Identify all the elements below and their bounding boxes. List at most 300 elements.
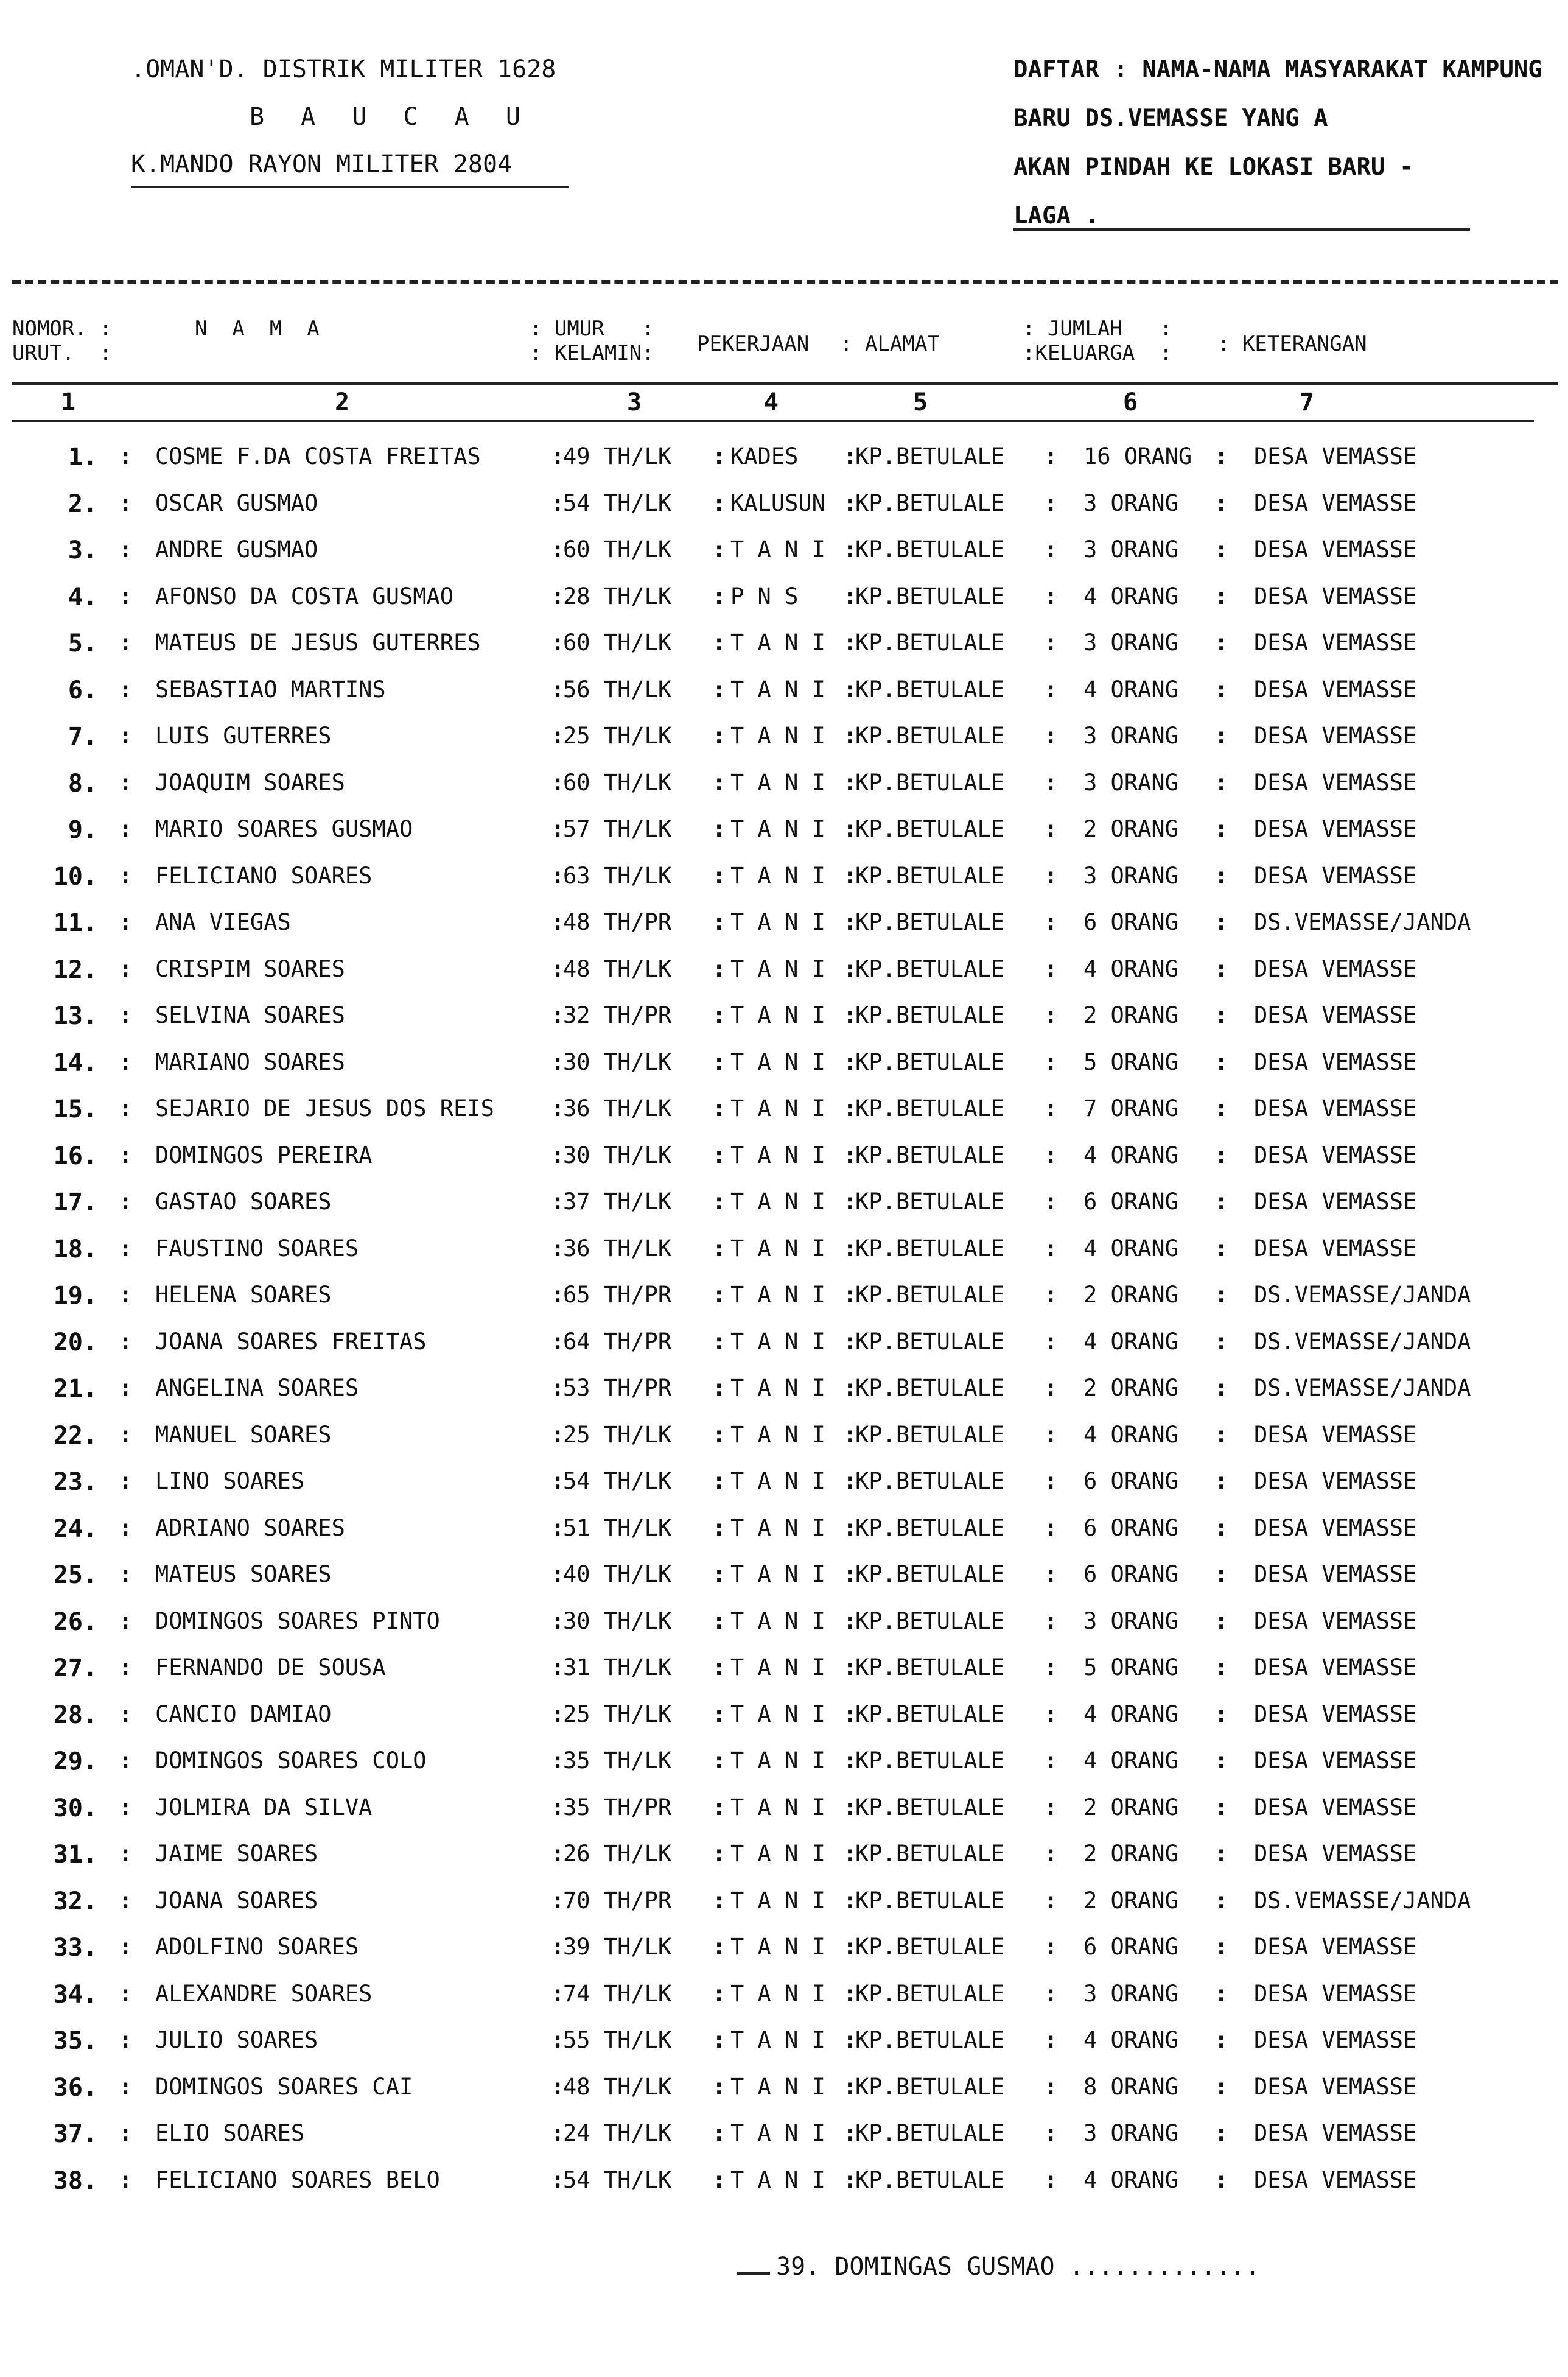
remark: DESA VEMASSE	[1254, 536, 1417, 563]
column-separator: :	[712, 630, 726, 656]
address: KP.BETULALE	[855, 1142, 1005, 1168]
column-separator: :	[1214, 1980, 1228, 2007]
occupation: KALUSUN	[730, 490, 825, 516]
remark: DESA VEMASSE	[1254, 1514, 1417, 1541]
column-separator: :	[551, 1142, 565, 1168]
address: KP.BETULALE	[855, 1934, 1005, 1960]
col-number-6: 6	[1123, 388, 1138, 416]
resident-name: JOAQUIM SOARES	[155, 769, 345, 796]
column-separator: :	[712, 1514, 726, 1541]
table-row	[0, 1178, 1568, 1224]
family-count: 2 ORANG	[1083, 1841, 1178, 1867]
column-separator: :	[1214, 536, 1228, 563]
column-separator: :	[1214, 1188, 1228, 1215]
row-number: 18.	[53, 1235, 97, 1263]
table-row	[0, 1736, 1568, 1783]
address: KP.BETULALE	[855, 862, 1005, 889]
occupation: T A N I	[730, 2120, 825, 2146]
row-number: 8.	[68, 769, 97, 798]
row-number: 10.	[53, 862, 97, 891]
occupation: KADES	[730, 443, 799, 469]
row-number: 6.	[68, 676, 97, 704]
remark: DESA VEMASSE	[1254, 2166, 1417, 2193]
column-separator: :	[712, 1561, 726, 1587]
family-count: 7 ORANG	[1083, 1095, 1178, 1122]
column-separator: :	[119, 1002, 133, 1028]
table-row	[0, 1690, 1568, 1737]
table-row	[0, 991, 1568, 1038]
column-separator: :	[1214, 2073, 1228, 2100]
resident-name: ANGELINA SOARES	[155, 1375, 359, 1401]
column-separator: :	[712, 1887, 726, 1914]
table-row	[0, 1923, 1568, 1970]
col-header-address: : ALAMAT	[840, 332, 940, 356]
age-gender: 36 TH/LK	[563, 1095, 672, 1122]
row-number: 23.	[53, 1468, 97, 1496]
age-gender: 54 TH/LK	[563, 2166, 672, 2193]
column-separator: :	[1044, 1747, 1058, 1774]
family-count: 3 ORANG	[1083, 490, 1178, 516]
address: KP.BETULALE	[855, 2027, 1005, 2053]
resident-name: COSME F.DA COSTA FREITAS	[155, 443, 481, 469]
address: KP.BETULALE	[855, 1375, 1005, 1401]
column-separator: :	[712, 769, 726, 796]
age-gender: 48 TH/LK	[563, 955, 672, 982]
row-number: 13.	[53, 1002, 97, 1030]
remark: DESA VEMASSE	[1254, 1142, 1417, 1168]
resident-name: FAUSTINO SOARES	[155, 1235, 359, 1262]
column-separator: :	[843, 2166, 857, 2193]
column-separator: :	[843, 955, 857, 982]
column-separator: :	[119, 1468, 133, 1494]
column-separator: :	[843, 1887, 857, 1914]
family-count: 2 ORANG	[1083, 1002, 1178, 1028]
family-count: 5 ORANG	[1083, 1048, 1178, 1075]
address: KP.BETULALE	[855, 1607, 1005, 1634]
occupation: T A N I	[730, 1421, 825, 1448]
column-separator: :	[712, 1375, 726, 1401]
occupation: T A N I	[730, 1328, 825, 1355]
occupation: T A N I	[730, 1887, 825, 1914]
occupation: T A N I	[730, 955, 825, 982]
list-title-line-2: BARU DS.VEMASSE YANG A	[1013, 105, 1328, 132]
address: KP.BETULALE	[855, 490, 1005, 516]
age-gender: 25 TH/LK	[563, 1701, 672, 1727]
column-separator: :	[551, 723, 565, 749]
table-row	[0, 1830, 1568, 1877]
column-separator: :	[1044, 769, 1058, 796]
column-separator: :	[1044, 1468, 1058, 1494]
age-gender: 30 TH/LK	[563, 1142, 672, 1168]
age-gender: 53 TH/PR	[563, 1375, 672, 1401]
column-separator: :	[551, 1514, 565, 1541]
column-separator: :	[1214, 909, 1228, 935]
column-separator: :	[843, 1468, 857, 1494]
address: KP.BETULALE	[855, 1468, 1005, 1494]
column-separator: :	[1214, 1375, 1228, 1401]
table-row	[0, 2156, 1568, 2203]
column-separator: :	[119, 676, 133, 703]
family-count: 5 ORANG	[1083, 1654, 1178, 1680]
table-row	[0, 1364, 1568, 1411]
column-separator: :	[1214, 1514, 1228, 1541]
column-separator: :	[1214, 1328, 1228, 1355]
family-count: 2 ORANG	[1083, 1282, 1178, 1308]
column-separator: :	[551, 1235, 565, 1262]
address: KP.BETULALE	[855, 1282, 1005, 1308]
list-title-line-4: LAGA .	[1013, 202, 1099, 230]
resident-name: MARIANO SOARES	[155, 1048, 345, 1075]
column-separator: :	[551, 1282, 565, 1308]
column-separator: :	[843, 1142, 857, 1168]
row-number: 26.	[53, 1607, 97, 1636]
column-separator: :	[843, 1607, 857, 1634]
occupation: T A N I	[730, 1794, 825, 1820]
column-separator: :	[712, 443, 726, 469]
list-title-line-3: AKAN PINDAH KE LOKASI BARU -	[1013, 153, 1414, 181]
column-separator: :	[119, 2027, 133, 2053]
column-separator: :	[1044, 2073, 1058, 2100]
table-row	[0, 432, 1568, 479]
column-separator: :	[712, 1701, 726, 1727]
column-separator: :	[712, 1607, 726, 1634]
column-separator: :	[712, 1002, 726, 1028]
family-count: 6 ORANG	[1083, 1468, 1178, 1494]
column-separator: :	[119, 1142, 133, 1168]
column-separator: :	[119, 1561, 133, 1587]
table-row	[0, 759, 1568, 806]
resident-name: ELIO SOARES	[155, 2120, 305, 2146]
age-gender: 70 TH/PR	[563, 1887, 672, 1914]
column-separator: :	[119, 2166, 133, 2193]
address: KP.BETULALE	[855, 2120, 1005, 2146]
row-number: 28.	[53, 1701, 97, 1729]
occupation: T A N I	[730, 1934, 825, 1960]
list-title	[1013, 46, 1542, 241]
row-number: 11.	[53, 909, 97, 937]
column-separator: :	[843, 1048, 857, 1075]
column-separator: :	[119, 2073, 133, 2100]
family-count: 3 ORANG	[1083, 630, 1178, 656]
column-separator: :	[119, 583, 133, 609]
age-gender: 30 TH/LK	[563, 1048, 672, 1075]
column-separator: :	[843, 909, 857, 935]
table-row	[0, 2063, 1568, 2110]
table-row	[0, 712, 1568, 759]
family-count: 6 ORANG	[1083, 1188, 1178, 1215]
column-separator: :	[119, 443, 133, 469]
resident-name: MATEUS DE JESUS GUTERRES	[155, 630, 481, 656]
address: KP.BETULALE	[855, 816, 1005, 842]
column-separator: :	[843, 1794, 857, 1820]
column-separator: :	[551, 1002, 565, 1028]
column-separator: :	[119, 1282, 133, 1308]
column-separator: :	[551, 1980, 565, 2007]
column-separator: :	[551, 536, 565, 563]
column-separator: :	[712, 2166, 726, 2193]
column-separator: :	[119, 1607, 133, 1634]
col-header-no: NOMOR. : URUT. :	[12, 317, 112, 365]
column-separator: :	[1214, 1747, 1228, 1774]
family-count: 4 ORANG	[1083, 1235, 1178, 1262]
table-row	[0, 525, 1568, 572]
remark: DESA VEMASSE	[1254, 816, 1417, 842]
column-separator: :	[1044, 443, 1058, 469]
table-row	[0, 1877, 1568, 1923]
remark: DS.VEMASSE/JANDA	[1254, 1328, 1471, 1355]
family-count: 4 ORANG	[1083, 2166, 1178, 2193]
column-separator: :	[551, 1654, 565, 1680]
column-separator: :	[1044, 1328, 1058, 1355]
row-number: 34.	[53, 1980, 97, 2009]
column-separator: :	[712, 676, 726, 703]
column-separator: :	[712, 1188, 726, 1215]
resident-name: LINO SOARES	[155, 1468, 305, 1494]
row-number: 37.	[53, 2120, 97, 2148]
age-gender: 37 TH/LK	[563, 1188, 672, 1215]
family-count: 4 ORANG	[1083, 1701, 1178, 1727]
age-gender: 74 TH/LK	[563, 1980, 672, 2007]
occupation: T A N I	[730, 909, 825, 935]
remark: DESA VEMASSE	[1254, 1188, 1417, 1215]
address: KP.BETULALE	[855, 443, 1005, 469]
issuer-underline	[131, 186, 569, 188]
column-separator: :	[119, 816, 133, 842]
column-separator: :	[1214, 1002, 1228, 1028]
remark: DESA VEMASSE	[1254, 1701, 1417, 1727]
remark: DESA VEMASSE	[1254, 955, 1417, 982]
column-separator: :	[551, 2027, 565, 2053]
col-number-7: 7	[1300, 388, 1315, 416]
remark: DESA VEMASSE	[1254, 1654, 1417, 1680]
column-separator: :	[712, 1095, 726, 1122]
remark: DS.VEMASSE/JANDA	[1254, 1375, 1471, 1401]
remark: DESA VEMASSE	[1254, 490, 1417, 516]
age-gender: 35 TH/PR	[563, 1794, 672, 1820]
column-separator: :	[843, 1095, 857, 1122]
column-separator: :	[1044, 1887, 1058, 1914]
family-count: 4 ORANG	[1083, 583, 1178, 609]
family-count: 6 ORANG	[1083, 909, 1178, 935]
address: KP.BETULALE	[855, 1095, 1005, 1122]
column-separator: :	[1044, 723, 1058, 749]
column-separator: :	[119, 1095, 133, 1122]
column-separator: :	[551, 1561, 565, 1587]
column-separator: :	[1044, 1375, 1058, 1401]
column-separator: :	[1044, 676, 1058, 703]
resident-name: FELICIANO SOARES	[155, 862, 373, 889]
address: KP.BETULALE	[855, 1701, 1005, 1727]
column-separator: :	[1214, 1142, 1228, 1168]
table-row	[0, 1597, 1568, 1644]
column-separator: :	[843, 676, 857, 703]
column-separator: :	[551, 1048, 565, 1075]
resident-name: FELICIANO SOARES BELO	[155, 2166, 440, 2193]
column-separator: :	[119, 1375, 133, 1401]
row-number: 21.	[53, 1375, 97, 1403]
remark: DESA VEMASSE	[1254, 676, 1417, 703]
residents-table	[0, 432, 1568, 2202]
row-number: 24.	[53, 1514, 97, 1543]
family-count: 3 ORANG	[1083, 1607, 1178, 1634]
family-count: 4 ORANG	[1083, 676, 1178, 703]
occupation: T A N I	[730, 816, 825, 842]
column-separator: :	[1214, 630, 1228, 656]
column-separator: :	[1044, 816, 1058, 842]
remark: DESA VEMASSE	[1254, 2073, 1417, 2100]
column-separator: :	[1214, 1607, 1228, 1634]
resident-name: ADOLFINO SOARES	[155, 1934, 359, 1960]
col-number-underline	[12, 420, 1534, 422]
resident-name: SEJARIO DE JESUS DOS REIS	[155, 1095, 494, 1122]
column-separator: :	[843, 1421, 857, 1448]
column-separator: :	[1214, 1934, 1228, 1960]
remark: DESA VEMASSE	[1254, 1048, 1417, 1075]
resident-name: ADRIANO SOARES	[155, 1514, 345, 1541]
resident-name: DOMINGOS SOARES PINTO	[155, 1607, 440, 1634]
family-count: 2 ORANG	[1083, 1794, 1178, 1820]
address: KP.BETULALE	[855, 1002, 1005, 1028]
row-number: 31.	[53, 1841, 97, 1869]
column-separator: :	[843, 1934, 857, 1960]
column-separator: :	[1044, 1980, 1058, 2007]
column-separator: :	[712, 1142, 726, 1168]
table-row	[0, 572, 1568, 619]
column-separator: :	[1214, 1701, 1228, 1727]
row-number: 2.	[68, 490, 97, 518]
column-separator: :	[119, 1328, 133, 1355]
column-separator: :	[119, 490, 133, 516]
age-gender: 65 TH/PR	[563, 1282, 672, 1308]
family-count: 3 ORANG	[1083, 1980, 1178, 2007]
column-separator: :	[1044, 1095, 1058, 1122]
column-separator: :	[119, 1794, 133, 1820]
resident-name: MATEUS SOARES	[155, 1561, 332, 1587]
age-gender: 54 TH/LK	[563, 490, 672, 516]
column-separator: :	[1044, 1188, 1058, 1215]
column-separator: :	[1044, 1002, 1058, 1028]
resident-name: JULIO SOARES	[155, 2027, 318, 2053]
column-separator: :	[1214, 723, 1228, 749]
family-count: 8 ORANG	[1083, 2073, 1178, 2100]
remark: DESA VEMASSE	[1254, 1747, 1417, 1774]
remark: DESA VEMASSE	[1254, 769, 1417, 796]
column-separator: :	[1044, 1794, 1058, 1820]
resident-name: MANUEL SOARES	[155, 1421, 332, 1448]
occupation: P N S	[730, 583, 799, 609]
column-separator: :	[551, 490, 565, 516]
family-count: 4 ORANG	[1083, 1421, 1178, 1448]
row-number: 20.	[53, 1328, 97, 1357]
row-number: 17.	[53, 1188, 97, 1217]
age-gender: 40 TH/LK	[563, 1561, 672, 1587]
issuer-line-3: K.MANDO RAYON MILITER 2804	[131, 150, 513, 178]
column-separator: :	[1214, 1654, 1228, 1680]
column-separator: :	[843, 1980, 857, 2007]
row-number: 32.	[53, 1887, 97, 1915]
column-separator: :	[119, 862, 133, 889]
row-number: 29.	[53, 1747, 97, 1775]
occupation: T A N I	[730, 1980, 825, 2007]
column-separator: :	[712, 816, 726, 842]
row-number: 16.	[53, 1142, 97, 1170]
column-separator: :	[1044, 1282, 1058, 1308]
row-number: 27.	[53, 1654, 97, 1682]
column-separator: :	[119, 769, 133, 796]
resident-name: JOANA SOARES FREITAS	[155, 1328, 427, 1355]
remark: DESA VEMASSE	[1254, 862, 1417, 889]
family-count: 3 ORANG	[1083, 2120, 1178, 2146]
age-gender: 24 TH/LK	[563, 2120, 672, 2146]
column-separator: :	[1044, 490, 1058, 516]
row-number: 36.	[53, 2073, 97, 2102]
column-separator: :	[1214, 2120, 1228, 2146]
address: KP.BETULALE	[855, 1328, 1005, 1355]
column-separator: :	[712, 1934, 726, 1960]
title-underline	[1013, 228, 1470, 231]
occupation: T A N I	[730, 676, 825, 703]
column-separator: :	[551, 1607, 565, 1634]
column-separator: :	[119, 1514, 133, 1541]
column-separator: :	[1214, 1095, 1228, 1122]
column-separator: :	[1044, 1654, 1058, 1680]
col-number-4: 4	[764, 388, 779, 416]
column-separator: :	[1214, 1421, 1228, 1448]
family-count: 4 ORANG	[1083, 1747, 1178, 1774]
column-separator: :	[1044, 909, 1058, 935]
occupation: T A N I	[730, 1561, 825, 1587]
age-gender: 36 TH/LK	[563, 1235, 672, 1262]
column-separator: :	[1214, 1048, 1228, 1075]
column-separator: :	[712, 1841, 726, 1867]
column-separator: :	[843, 490, 857, 516]
column-separator: :	[1044, 1514, 1058, 1541]
address: KP.BETULALE	[855, 909, 1005, 935]
family-count: 6 ORANG	[1083, 1934, 1178, 1960]
column-separator: :	[119, 536, 133, 563]
issuer-line-2: B A U C A U	[250, 103, 531, 131]
handwritten-mark	[737, 2272, 770, 2275]
age-gender: 25 TH/LK	[563, 723, 672, 749]
row-number: 4.	[68, 583, 97, 611]
table-row	[0, 1084, 1568, 1131]
table-row	[0, 898, 1568, 945]
column-separator: :	[1044, 1561, 1058, 1587]
family-count: 2 ORANG	[1083, 816, 1178, 842]
family-count: 3 ORANG	[1083, 536, 1178, 563]
column-separator: :	[551, 1375, 565, 1401]
column-separator: :	[551, 1328, 565, 1355]
address: KP.BETULALE	[855, 1514, 1005, 1541]
col-header-age: : UMUR : : KELAMIN:	[530, 317, 654, 365]
column-separator: :	[712, 536, 726, 563]
occupation: T A N I	[730, 1375, 825, 1401]
column-separator: :	[1214, 1561, 1228, 1587]
column-separator: :	[843, 630, 857, 656]
resident-name: OSCAR GUSMAO	[155, 490, 318, 516]
table-row	[0, 2016, 1568, 2063]
occupation: T A N I	[730, 1701, 825, 1727]
row-number: 30.	[53, 1794, 97, 1822]
column-separator: :	[551, 1841, 565, 1867]
column-separator: :	[551, 862, 565, 889]
age-gender: 60 TH/LK	[563, 769, 672, 796]
table-row	[0, 1411, 1568, 1458]
column-separator: :	[712, 909, 726, 935]
remark: DESA VEMASSE	[1254, 1235, 1417, 1262]
remark: DESA VEMASSE	[1254, 1841, 1417, 1867]
issuer-line-1: .OMAN'D. DISTRIK MILITER 1628	[131, 55, 556, 83]
